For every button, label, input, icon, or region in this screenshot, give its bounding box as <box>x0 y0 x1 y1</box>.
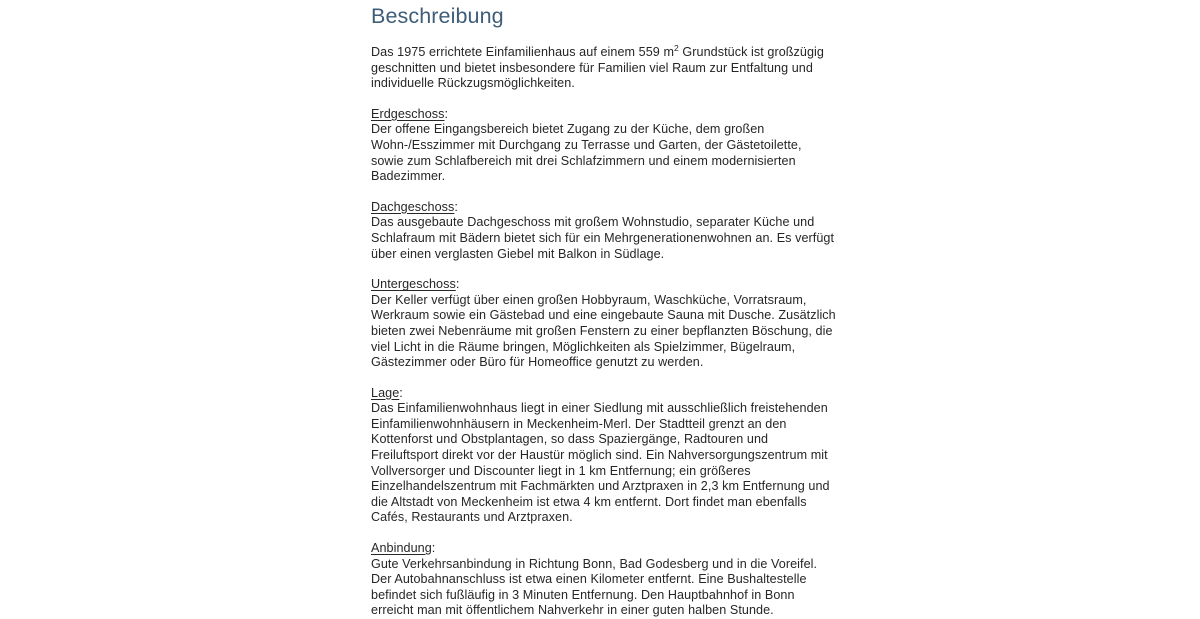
section-label-erdgeschoss: Erdgeschoss <box>371 106 445 121</box>
section-body-anbindung: Gute Verkehrsanbindung in Richtung Bonn, Bad Godesberg und in die Voreifel. Der Autobahnanschluss ist etwa einen Kilometer entfernt. Eine Bushaltestelle befindet sich fußläufig in 3 Minuten Entfernung. Den Hauptbahnhof in Bonn erreicht man mit öffentlichem Nahverkehr in einer guten halben Stunde. <box>371 556 818 618</box>
intro-text-before-superscript: Das 1975 errichtete Einfamilienhaus auf einem 559 m <box>371 45 675 59</box>
section-label-anbindung: Anbindung <box>371 541 432 556</box>
section-label-dachgeschoss: Dachgeschoss <box>371 199 455 214</box>
section-erdgeschoss <box>371 107 837 185</box>
document-content <box>371 0 837 619</box>
section-dachgeschoss <box>371 200 837 262</box>
intro-paragraph <box>371 42 837 92</box>
section-colon: : <box>455 277 460 292</box>
section-body-lage: Das Einfamilienwohnhaus liegt in einer Siedlung mit ausschließlich freistehenden Einfamilienwohnhäusern in Meckenheim-Merl. Der Stadtteil grenzt an den Kottenforst und Obstplantagen, so dass Spaziergänge, Radtouren und Freiluftsport direkt vor der Haustür möglich sind. Ein Nahversorgungszentrum mit Vollversorger und Discounter liegt in 1 km Entfernung; ein größeres Einzelhandelszentrum mit Fachmärkten und Arztpraxen in 2,3 km Entfernung und die Altstadt von Meckenheim ist etwa 4 km entfernt. Dort findet man ebenfalls Cafés, Restaurants und Arztpraxen. <box>371 401 830 525</box>
spacer <box>371 371 837 386</box>
section-colon: : <box>399 385 403 400</box>
spacer <box>371 262 837 277</box>
spacer <box>371 30 837 45</box>
section-colon: : <box>454 199 458 214</box>
section-lage <box>371 386 837 526</box>
square-meter-superscript: 2 <box>674 42 679 53</box>
section-body-erdgeschoss: Der offene Eingangsbereich bietet Zugang zu der Küche, dem großen Wohn-/Esszimmer mit Durchgang zu Terrasse und Garten, der Gästetoilette, sowie zum Schlafbereich mit drei Schlafzimmern und einem modernisierten Badezimmer. <box>371 122 802 184</box>
section-untergeschoss <box>371 277 837 371</box>
section-colon: : <box>431 541 436 556</box>
spacer <box>371 526 837 541</box>
section-anbindung <box>371 541 837 619</box>
section-label-lage: Lage <box>371 385 400 400</box>
page-title: Beschreibung <box>371 4 504 28</box>
spacer <box>371 185 837 200</box>
section-body-untergeschoss: Der Keller verfügt über einen großen Hobbyraum, Waschküche, Vorratsraum, Werkraum sowie ein Gästebad und eine eingebaute Sauna mit Dusche. Zusätzlich bieten zwei Nebenräume mit großen Fenstern zu einer bepflanzten Böschung, die viel Licht in die Räume bringen, Möglichkeiten als Spielzimmer, Bügelraum, Gästezimmer oder Büro für Homeoffice genutzt zu werden. <box>371 292 836 370</box>
section-label-untergeschoss: Untergeschoss <box>371 277 456 292</box>
intro-text-after-superscript: Grundstück ist großzügig geschnitten und bietet insbesondere für Familien viel Raum zur Entfaltung und individuelle Rückzugsmöglichkeiten. <box>371 45 824 91</box>
section-colon: : <box>444 106 449 121</box>
spacer <box>371 92 837 107</box>
section-body-dachgeschoss: Das ausgebaute Dachgeschoss mit großem Wohnstudio, separater Küche und Schlafraum mit Bädern bietet sich für ein Mehrgenerationenwohnen an. Es verfügt über einen verglasten Giebel mit Balkon in Südlage. <box>371 215 835 261</box>
